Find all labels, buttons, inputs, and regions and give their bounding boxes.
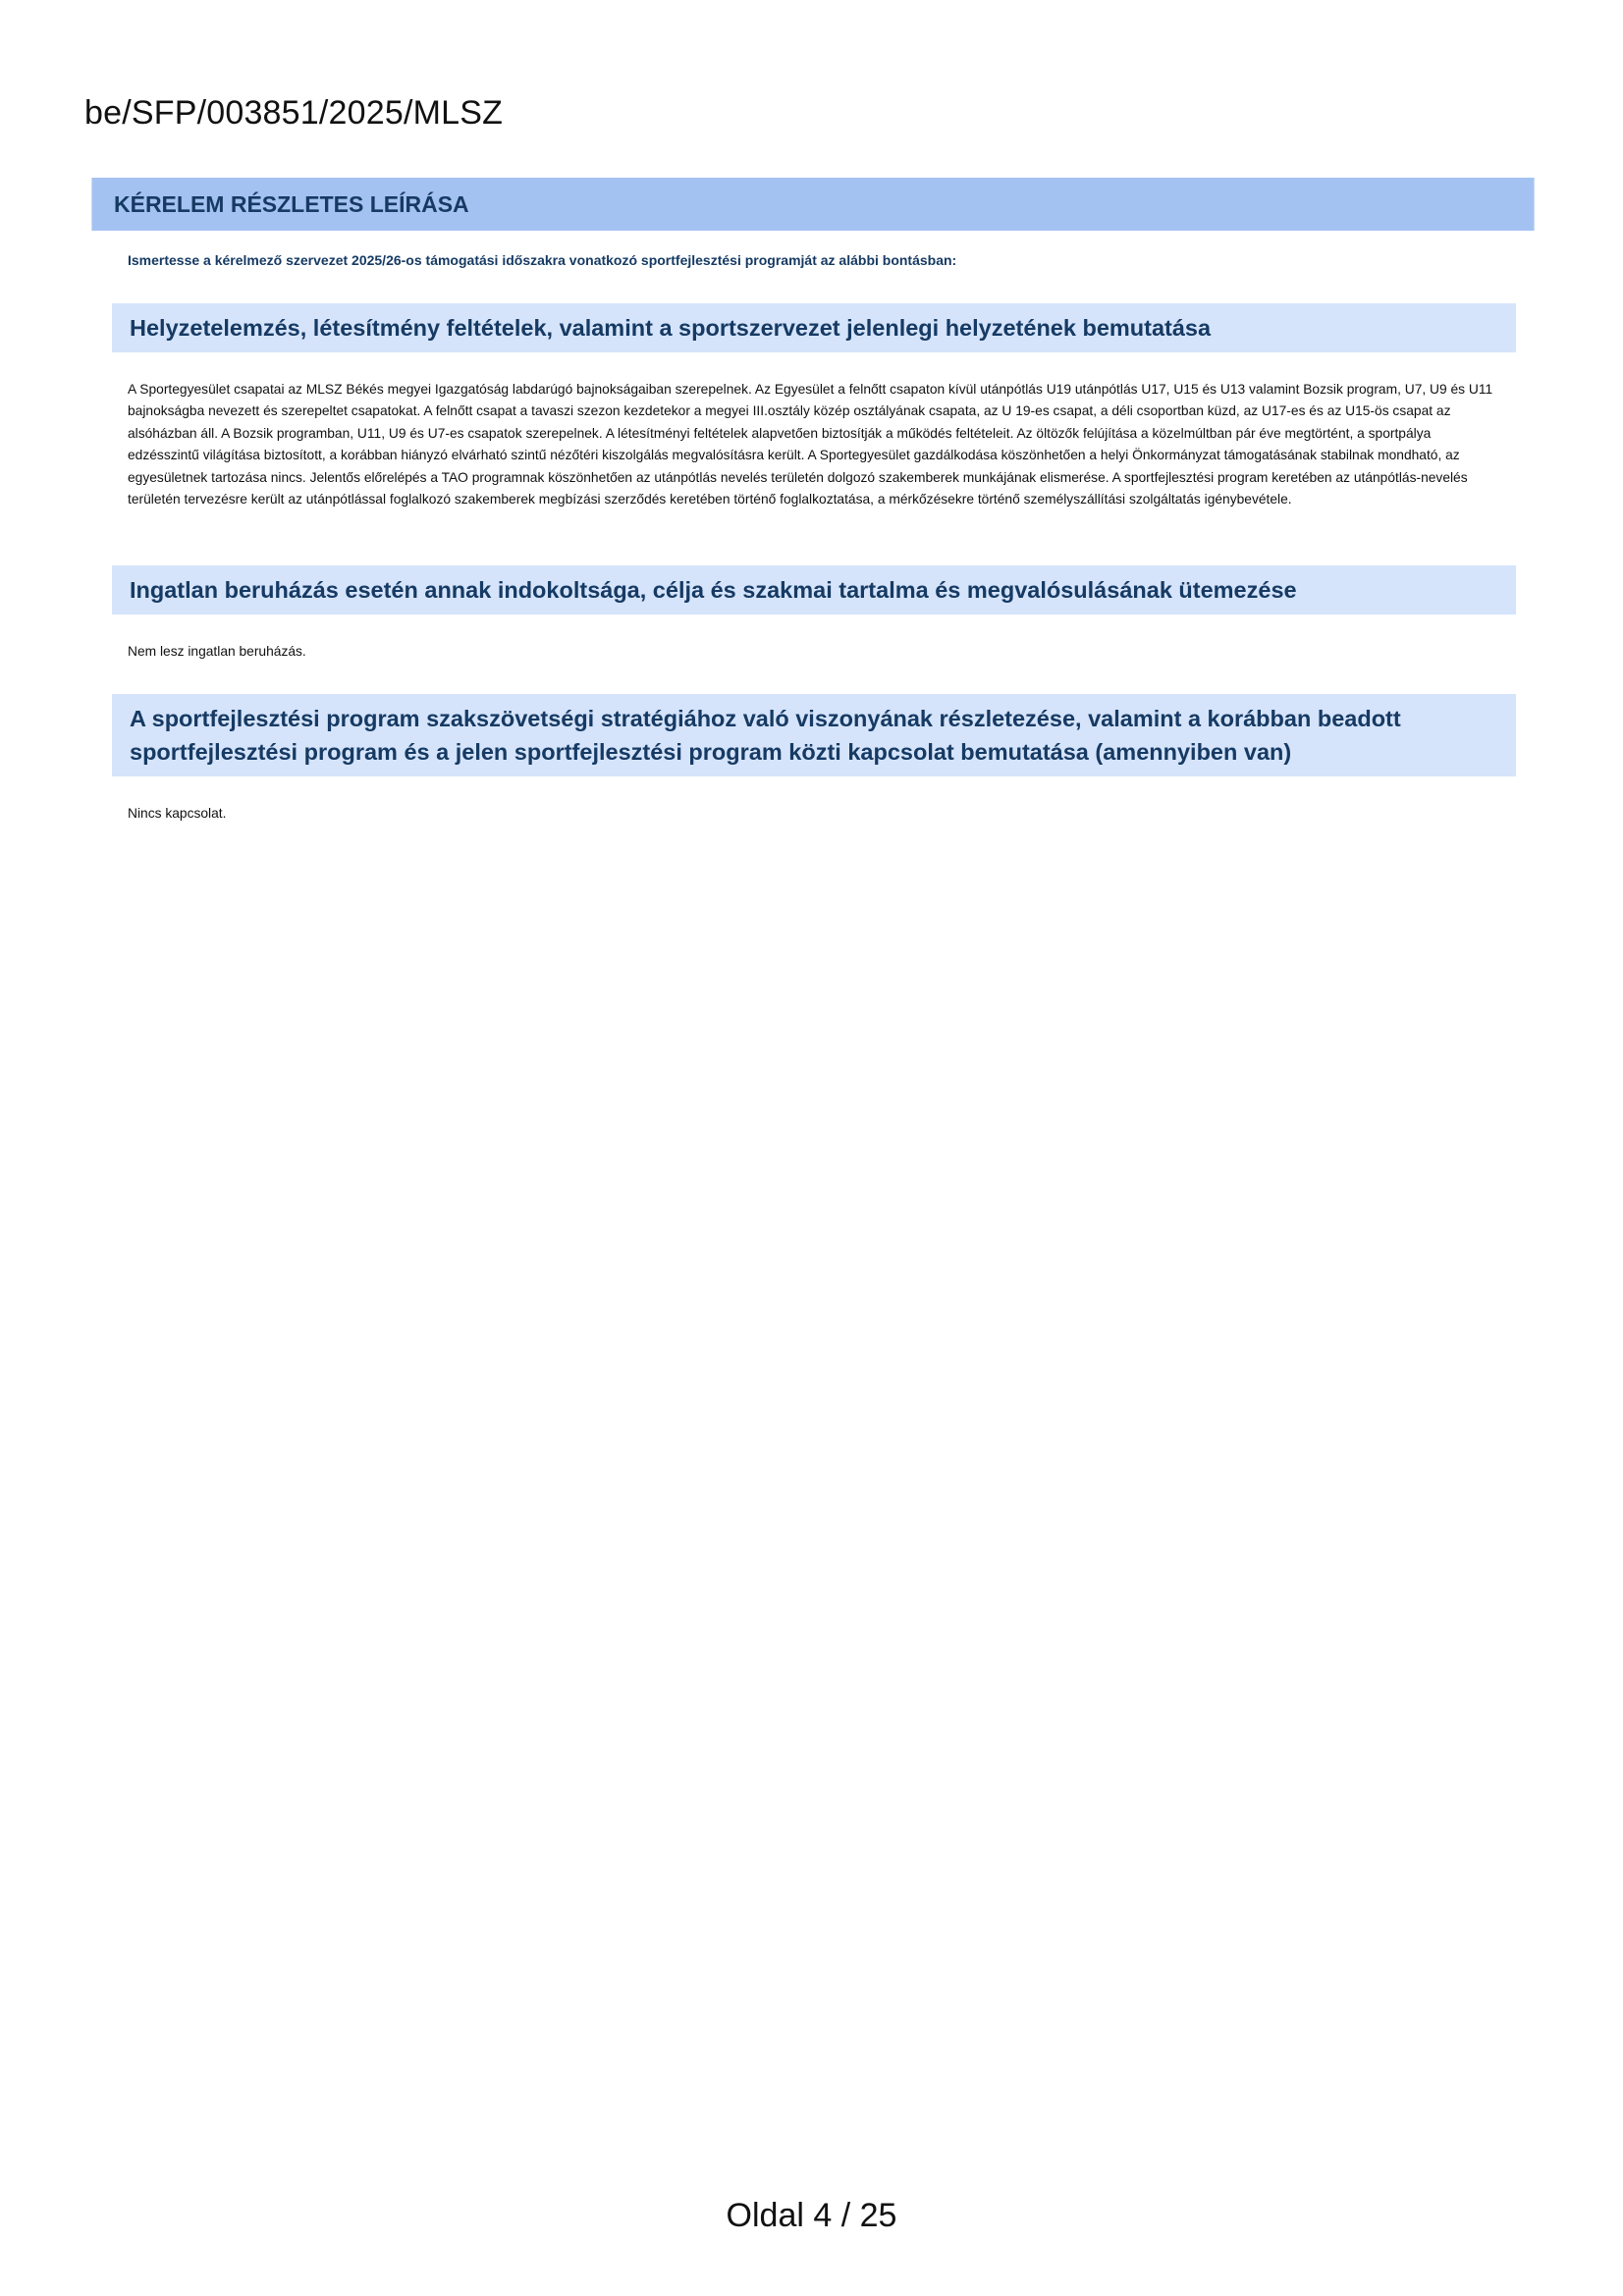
- section-header-situation-analysis: [112, 303, 1516, 352]
- section-title: Helyzetelemzés, létesítmény feltételek, valamint a sportszervezet jelenlegi helyzetének bemutatása: [130, 315, 1212, 341]
- main-header-title: KÉRELEM RÉSZLETES LEÍRÁSA: [114, 191, 469, 217]
- section-title: Ingatlan beruházás esetén annak indokoltsága, célja és szakmai tartalma és megvalósulásának ütemezése: [130, 577, 1297, 603]
- section-header-main: [91, 178, 1535, 231]
- section-header-federation-strategy: [112, 694, 1516, 776]
- section-title: A sportfejlesztési program szakszövetségi stratégiához való viszonyának részletezése, valamint a korábban beadott sportfejlesztési program és a jelen sportfejlesztési program közti kapcsolat bemutatása (amennyiben van): [130, 706, 1401, 765]
- document-id: be/SFP/003851/2025/MLSZ: [84, 94, 504, 132]
- section-header-real-estate-investment: [112, 565, 1516, 614]
- section-text-federation-strategy: Nincs kapcsolat.: [128, 806, 227, 821]
- section-text-situation-analysis: A Sportegyesület csapatai az MLSZ Békés megyei Igazgatóság labdarúgó bajnokságaiban szerepelnek. Az Egyesület a felnőtt csapaton kívül utánpótlás U19 utánpótlás U17, U15 és U13 valamint Bozsik program, U7, U9 és U11 bajnokságba nevezett és szerepeltet csapatokat. A felnőtt csapat a tavaszi szezon kezdetekor a megyei III.osztály közép osztályának csapata, az U 19-es csapat, a déli csoportban küzd, az U17-es és az U15-ös csapat az alsóházban áll. A Bozsik programban, U11, U9 és U7-es csapatok szerepelnek. A létesítményi feltételek alapvetően biztosítják a működés feltételeit. Az öltözők felújítása a közelmúltban pár éve megtörtént, a sportpálya edzésszintű világítása biztosított, a korábban hiányzó elvárható szintű nézőtéri kiszolgálás megvalósításra került. A Sportegyesület gazdálkodása köszönhetően a helyi Önkormányzat támogatásának stabilnak mondható, az egyesületnek tartozása nincs. Jelentős előrelépés a TAO programnak köszönhetően az utánpótlás nevelés területén dolgozó szakemberek munkájának elismerése. A sportfejlesztési program keretében az utánpótlás-nevelés területén tervezésre került az utánpótlással foglalkozó szakemberek megbízási szerződés keretében történő foglalkoztatása, a mérkőzésekre történő személyszállítási szolgáltatás igénybevétele.: [128, 382, 1493, 507]
- intro-instruction: Ismertesse a kérelmező szervezet 2025/26-os támogatási időszakra vonatkozó sportfejlesztési programját az alábbi bontásban:: [128, 252, 957, 268]
- page-number: Oldal 4 / 25: [726, 2197, 897, 2234]
- section-text-real-estate-investment: Nem lesz ingatlan beruházás.: [128, 644, 306, 659]
